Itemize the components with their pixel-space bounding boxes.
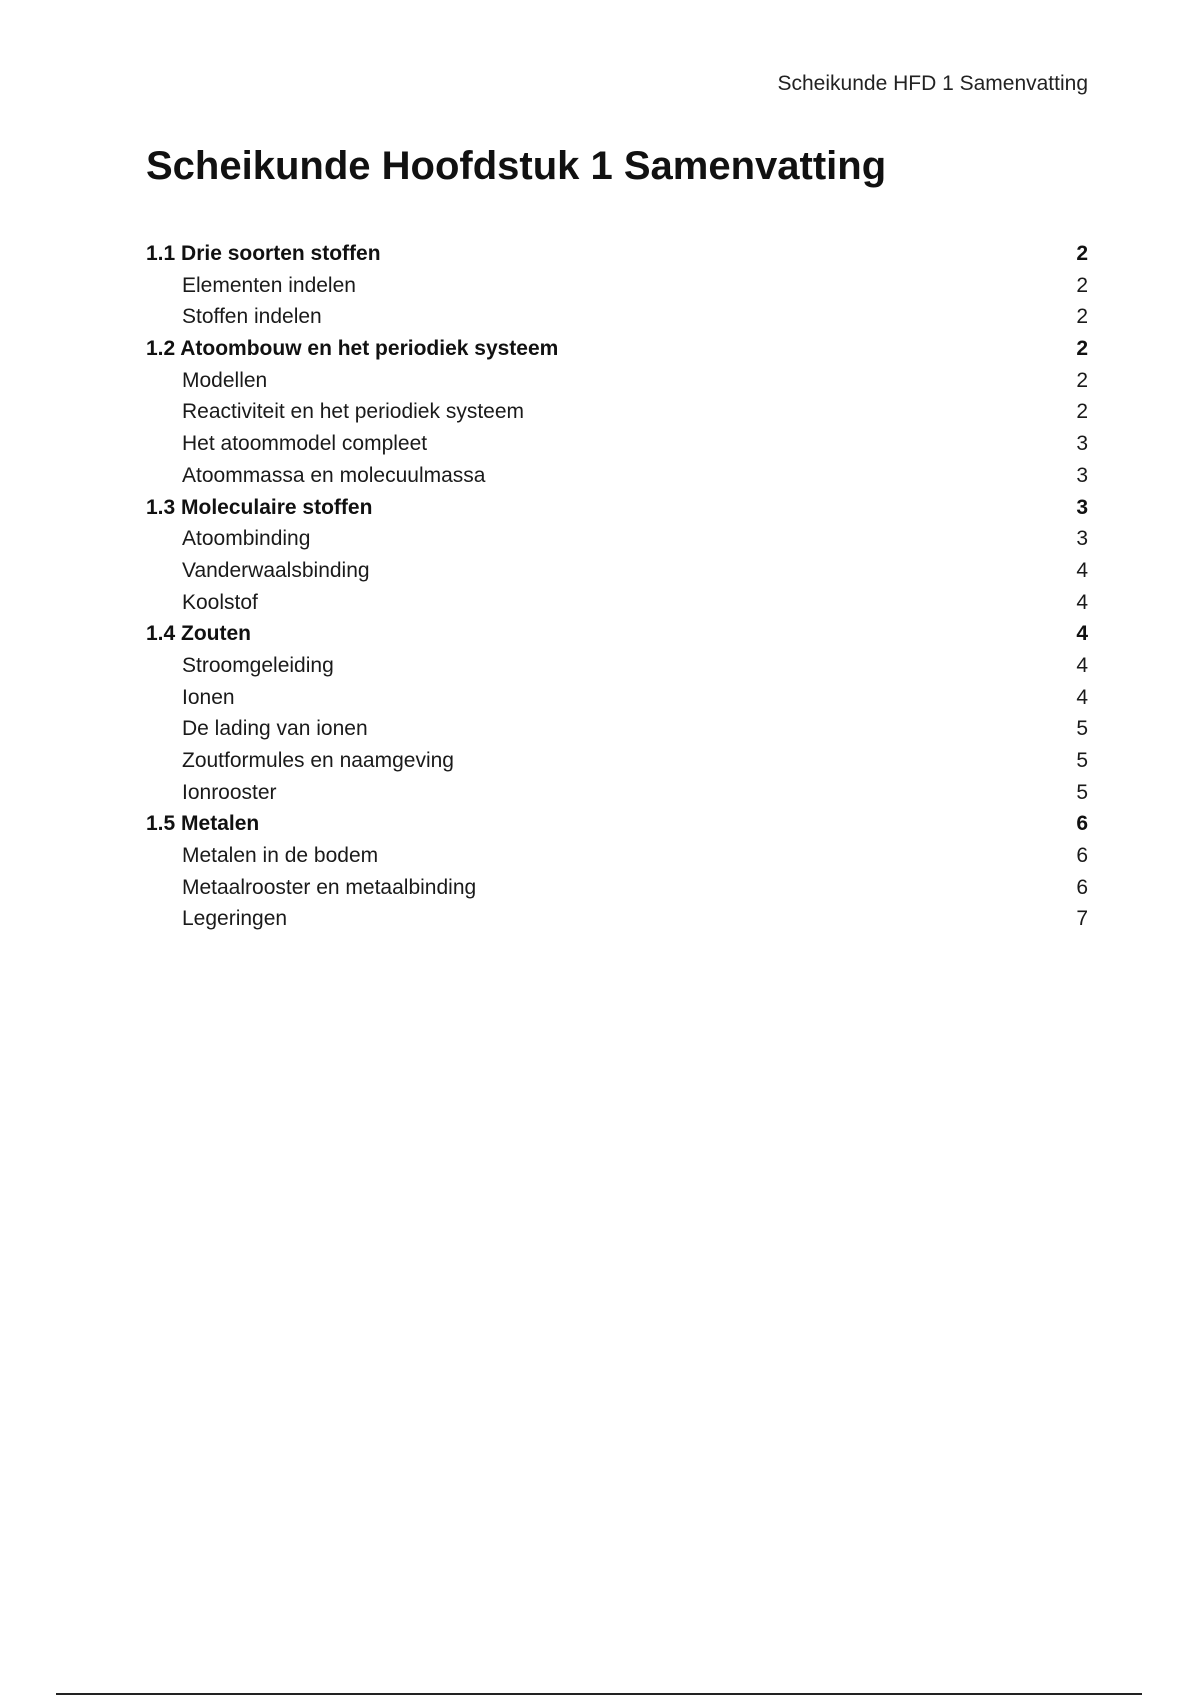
toc-entry-title: Elementen indelen	[182, 273, 356, 297]
toc-subsection-entry[interactable]	[146, 872, 1088, 904]
toc-section-entry[interactable]	[146, 238, 1088, 270]
toc-subsection-entry[interactable]	[146, 840, 1088, 872]
toc-entry-title: Ionen	[182, 685, 235, 709]
toc-subsection-entry[interactable]	[146, 428, 1088, 460]
toc-subsection-entry[interactable]	[146, 713, 1088, 745]
toc-section-entry[interactable]	[146, 333, 1088, 365]
toc-entry-title: De lading van ionen	[182, 717, 368, 741]
toc-entry-title: Legeringen	[182, 907, 288, 931]
toc-page-number: 3	[1076, 432, 1088, 456]
toc-entry-title: Zoutformules en naamgeving	[182, 749, 454, 772]
toc-page-number: 6	[1076, 844, 1088, 868]
toc-subsection-entry[interactable]	[146, 745, 1088, 777]
toc-entry-title: Atoommassa en molecuulmassa	[182, 463, 486, 487]
toc-page-number: 4	[1076, 590, 1088, 614]
toc-subsection-entry[interactable]	[146, 301, 1088, 333]
toc-entry-title: Koolstof	[182, 590, 258, 614]
toc-page-number: 3	[1076, 495, 1088, 519]
toc-page-number: 3	[1076, 527, 1088, 551]
toc-subsection-entry[interactable]	[146, 777, 1088, 809]
toc-entry-title: 1.3 Moleculaire stoffen	[146, 495, 373, 519]
footer-divider	[56, 1693, 1142, 1695]
toc-subsection-entry[interactable]	[146, 270, 1088, 302]
running-header: Scheikunde HFD 1 Samenvatting	[777, 72, 1088, 95]
toc-page-number: 2	[1076, 368, 1088, 392]
toc-entry-title: Atoombinding	[182, 527, 311, 551]
toc-page-number: 4	[1076, 558, 1088, 582]
toc-page-number: 5	[1076, 780, 1088, 804]
table-of-contents	[146, 238, 1088, 935]
toc-subsection-entry[interactable]	[146, 682, 1088, 714]
toc-page-number: 4	[1076, 653, 1088, 677]
toc-page-number: 7	[1076, 907, 1088, 931]
toc-page-number: 2	[1076, 305, 1088, 329]
toc-subsection-entry[interactable]	[146, 587, 1088, 619]
toc-page-number: 6	[1076, 875, 1088, 899]
toc-subsection-entry[interactable]	[146, 460, 1088, 492]
toc-entry-title: 1.2 Atoombouw en het periodiek systeem	[146, 337, 559, 361]
toc-page-number: 4	[1076, 685, 1088, 709]
toc-page-number: 2	[1076, 242, 1088, 265]
toc-subsection-entry[interactable]	[146, 650, 1088, 682]
toc-page-number: 2	[1076, 337, 1088, 361]
toc-section-entry[interactable]	[146, 492, 1088, 524]
toc-page-number: 2	[1076, 273, 1088, 297]
toc-entry-title: Het atoommodel compleet	[182, 432, 428, 456]
toc-entry-title: Metaalrooster en metaalbinding	[182, 875, 477, 899]
toc-entry-title: Modellen	[182, 368, 268, 392]
toc-page-number: 5	[1076, 749, 1088, 772]
toc-entry-title: Reactiviteit en het periodiek systeem	[182, 400, 524, 424]
toc-subsection-entry[interactable]	[146, 396, 1088, 428]
toc-page-number: 3	[1076, 463, 1088, 487]
toc-entry-title: Metalen in de bodem	[182, 844, 379, 868]
toc-subsection-entry[interactable]	[146, 523, 1088, 555]
toc-page-number: 5	[1076, 717, 1088, 741]
toc-entry-title: Vanderwaalsbinding	[182, 558, 370, 582]
toc-entry-title: 1.4 Zouten	[146, 622, 252, 646]
page-title: Scheikunde Hoofdstuk 1 Samenvatting	[146, 144, 887, 188]
toc-entry-title: 1.1 Drie soorten stoffen	[146, 242, 381, 265]
toc-subsection-entry[interactable]	[146, 365, 1088, 397]
toc-subsection-entry[interactable]	[146, 903, 1088, 935]
toc-page-number: 6	[1076, 812, 1088, 836]
toc-subsection-entry[interactable]	[146, 555, 1088, 587]
toc-section-entry[interactable]	[146, 618, 1088, 650]
toc-entry-title: Ionrooster	[182, 780, 277, 804]
toc-entry-title: 1.5 Metalen	[146, 812, 260, 836]
toc-entry-title: Stoffen indelen	[182, 305, 322, 329]
toc-entry-title: Stroomgeleiding	[182, 653, 334, 677]
toc-page-number: 4	[1076, 622, 1088, 646]
toc-page-number: 2	[1076, 400, 1088, 424]
toc-section-entry[interactable]	[146, 808, 1088, 840]
